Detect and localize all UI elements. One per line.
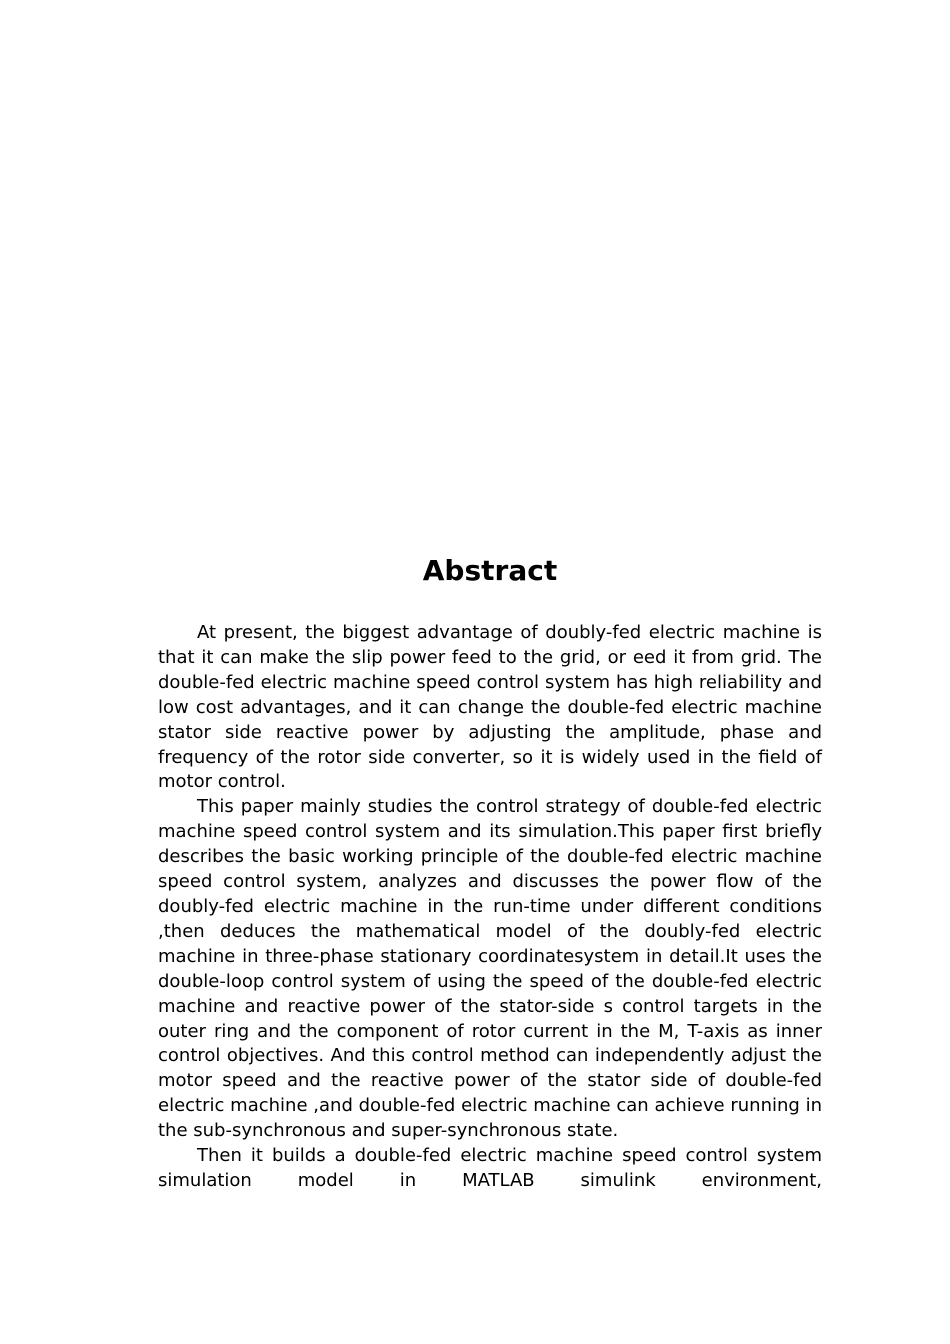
abstract-heading: Abstract (422, 554, 558, 587)
abstract-paragraph-1: At present, the biggest advantage of doubly-fed electric machine is that it can make the slip power feed to the grid, or eed it from grid. The double-fed electric machine speed control system has high reliability and low cost advantages, and it can change the double-fed electric machine stator side reactive power by adjusting the amplitude, phase and frequency of the rotor side converter, so it is widely used in the field of motor control. (158, 622, 822, 793)
abstract-body (158, 621, 822, 1194)
abstract-paragraph-3: Then it builds a double-fed electric machine speed control system simulation model in MATLAB simulink environment, (158, 1145, 822, 1191)
abstract-paragraph-2: This paper mainly studies the control strategy of double-fed electric machine speed control system and its simulation.This paper first briefly describes the basic working principle of the double-fed electric machine speed control system, analyzes and discusses the power flow of the doubly-fed electric machine in the run-time under different conditions ,then deduces the mathematical model of the doubly-fed electric machine in three-phase stationary coordinatesystem in detail.It uses the double-loop control system of using the speed of the double-fed electric machine and reactive power of the stator-side s control targets in the outer ring and the component of rotor current in the M, T-axis as inner control objectives. And this control method can independently adjust the motor speed and the reactive power of the stator side of double-fed electric machine ,and double-fed electric machine can achieve running in the sub-synchronous and super-synchronous state. (158, 796, 822, 1142)
